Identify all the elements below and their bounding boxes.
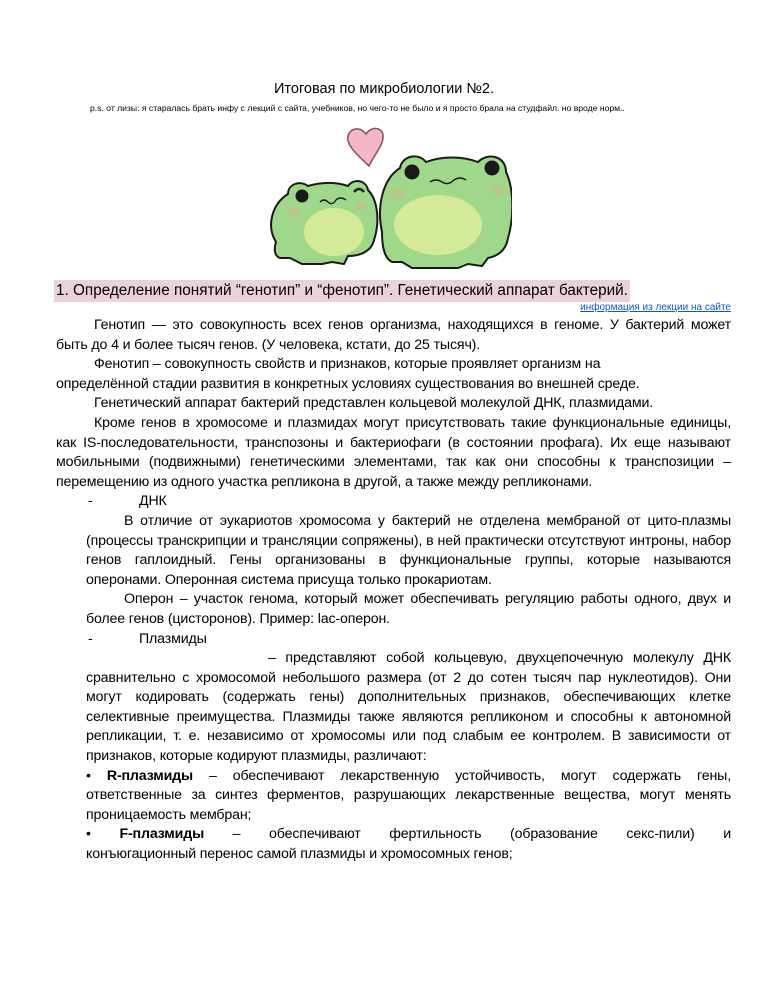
phenotype-line-1: Фенотип – совокупность свойств и признаков, которые проявляет организм на	[94, 356, 601, 373]
mobile-elements-paragraph: Кроме генов в хромосоме и плазмидах могут присутствовать такие функциональные единицы, как IS-последовательности, транспозоны и бактериофаги (в состоянии профага). Их еще называют мобильными (подвижными) генетическими элементами, так как они способны к транспозиции – перемещению из одного участка репликона в другой, а также между репликонами.	[56, 414, 731, 490]
section-body	[56, 316, 731, 865]
bullet: •	[86, 767, 91, 784]
r-plasmids-text: – обеспечивают лекарственную устойчивость, могут содержать гены, ответственные за синтез ферментов, разрушающих лекарственные вещества, могут менять проницаемость мембран;	[86, 767, 732, 823]
list-marker: -	[88, 493, 93, 510]
f-plasmids-text-2: конъюгационный перенос самой плазмиды и хромосомных генов;	[86, 846, 513, 863]
apparatus-paragraph: Генетический аппарат бактерий представлен кольцевой молекулой ДНК, плазмидами.	[94, 395, 654, 412]
f-plasmids-name: F-плазмиды	[119, 826, 205, 843]
operon-paragraph: Оперон – участок генома, который может обеспечивать регуляцию работы одного, двух и более генов (цисторонов). Пример: lac-оперон.	[86, 591, 731, 627]
r-plasmids-item	[86, 767, 731, 826]
frogs-with-heart-icon	[262, 122, 512, 272]
phenotype-line-2: определённой стадии развития в конкретных условиях существования во внешней среде.	[56, 375, 640, 392]
plasmids-intro: – представляют собой кольцевую, двухцепочечную молекулу ДНК сравнительно с хромосомой небольшого размера (от 2 до сотен тысяч пар нуклеотидов). Они могут кодировать (содержать гены) дополнительных признаков, обеспечивающих клетке селективные преимущества. Плазмиды также являются репликоном и способны к автономной репликации, т. е. независимо от хромосомы или под слабым ее контролем. В зависимости от признаков, которые кодируют плазмиды, различают:	[86, 650, 731, 765]
lecture-source-link[interactable]: информация из лекции на сайте	[580, 302, 731, 313]
small-frog-icon	[271, 181, 377, 264]
bullet: •	[86, 826, 91, 843]
heart-icon	[348, 128, 383, 166]
document-title: Итоговая по микробиологии №2.	[274, 81, 494, 97]
list-item-dna	[56, 492, 731, 512]
section-heading: 1. Определение понятий “генотип” и “фенотип”. Генетический аппарат бактерий.	[54, 280, 630, 302]
ps-note: p.s. от лизы: я старалась брать инфу с лекций с сайта, учебников, но чего-то не было и я просто брала на студфайл. но вроде норм..	[90, 103, 625, 113]
list-marker: -	[88, 630, 93, 647]
list-label-dna: ДНК	[139, 493, 167, 510]
f-plasmids-text-1: – обеспечивают фертильность (образование секс-пили) и	[204, 826, 731, 843]
big-frog-icon	[380, 156, 512, 268]
list-item-plasmids	[56, 630, 731, 650]
list-label-plasmids: Плазмиды	[139, 630, 207, 647]
f-plasmids-item	[86, 825, 731, 845]
r-plasmids-name: R-плазмиды	[106, 767, 193, 784]
dna-paragraph: В отличие от эукариотов хромосома у бактерий не отделена мембраной от цито-плазмы (процессы транскрипции и трансляции сопряжены), в ней практически отсутствуют интроны, набор генов гаплоидный. Гены организованы в функциональные группы, которые называются оперонами. Оперонная система присуща только прокариотам.	[86, 512, 731, 588]
genotype-paragraph: Генотип — это совокупность всех генов организма, находящихся в геноме. У бактерий может быть до 4 и более тысяч генов. (У человека, кстати, до 25 тысяч).	[56, 317, 731, 353]
